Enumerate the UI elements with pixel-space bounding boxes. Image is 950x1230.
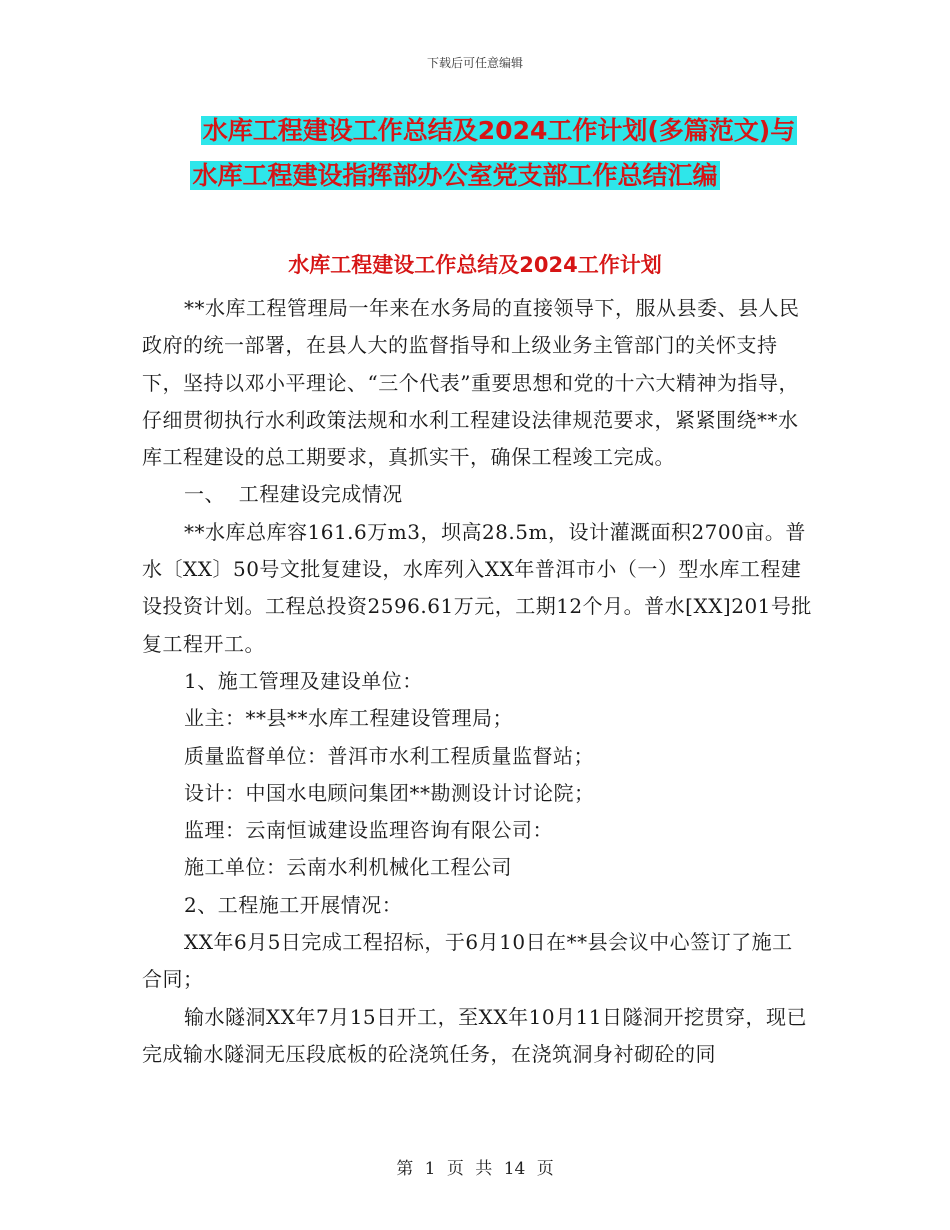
- subheading-units: 1、施工管理及建设单位：: [184, 668, 423, 693]
- list-item-quality-supervision: 质量监督单位：普洱市水利工程质量监督站；: [184, 743, 594, 768]
- list-item-design: 设计：中国水电顾问集团**勘测设计讨论院；: [184, 780, 595, 805]
- document-title-line-2: [0, 157, 950, 195]
- body-text: [142, 290, 812, 1073]
- paragraph-tunnel: 输水隧洞XX年7月15日开工，至XX年10月11日隧洞开挖贯穿，现已完成输水隧洞无压段底板的砼浇筑任务，在浇筑洞身衬砌砼的同: [142, 1004, 808, 1066]
- list-item-owner: 业主：**县**水库工程建设管理局；: [184, 706, 513, 731]
- subheading-progress: 2、工程施工开展情况：: [184, 892, 403, 917]
- title-line-1-text: 水库工程建设工作总结及2024工作计划(多篇范文)与: [202, 116, 796, 145]
- page-number: 第 1 页 共 14 页: [396, 1159, 554, 1179]
- list-item-contractor: 施工单位：云南水利机械化工程公司: [184, 855, 512, 880]
- document-title-line-1: [0, 112, 950, 150]
- title-line-2-text: 水库工程建设指挥部办公室党支部工作总结汇编: [192, 161, 718, 190]
- header-note: 下载后可任意编辑: [426, 56, 523, 70]
- list-item-supervision: 监理：云南恒诚建设监理咨询有限公司：: [184, 818, 553, 843]
- paragraph-reservoir-overview: **水库总库容161.6万m3，坝高28.5m，设计灌溉面积2700亩。普水〔XX〕50号文批复建设，水库列入XX年普洱市小（一）型水库工程建设投资计划。工程总投资2596.61万元，工期12个月。普水[XX]201号批复工程开工。: [142, 519, 812, 656]
- paragraph-intro: **水库工程管理局一年来在水务局的直接领导下，服从县委、县人民政府的统一部署，在县人大的监督指导和上级业务主管部门的关怀支持下，坚持以邓小平理论、“三个代表”重要思想和党的十六大精神为指导，仔细贯彻执行水利政策法规和水利工程建设法律规范要求，紧紧围绕**水库工程建设的总工期要求，真抓实干，确保工程竣工完成。: [142, 296, 800, 470]
- heading-section-1: 一、 工程建设完成情况: [184, 482, 403, 507]
- section-title: 水库工程建设工作总结及2024工作计划: [288, 253, 662, 277]
- paragraph-tender: XX年6月5日完成工程招标，于6月10日在**县会议中心签订了施工合同；: [142, 930, 793, 992]
